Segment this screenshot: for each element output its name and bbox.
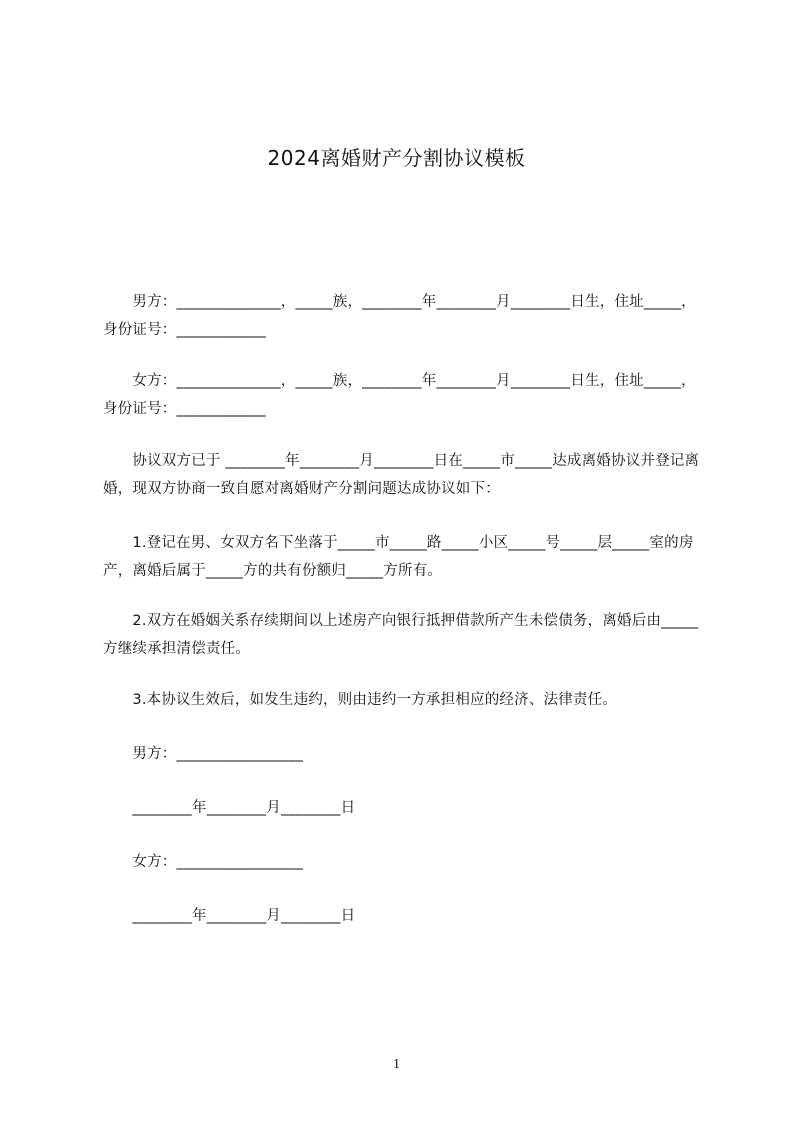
document-title: 2024离婚财产分割协议模板 (267, 146, 526, 170)
paragraph-agreement-intro: 协议双方已于 ________年________月________日在_____市_____达成离婚协议并登记离婚，现双方协商一致自愿对离婚财产分割问题达成协议如下： (103, 453, 700, 497)
paragraph-clause-2: 2.双方在婚姻关系存续期间以上述房产向银行抵押借款所产生未偿债务，离婚后由_____方继续承担清偿责任。 (103, 613, 699, 657)
paragraph-clause-3: 3.本协议生效后，如发生违约，则由违约一方承担相应的经济、法律责任。 (103, 692, 618, 708)
male-signature-date: ________年________月________日 (103, 800, 356, 816)
female-signature-line: 女方：_________________ (103, 854, 304, 870)
page-number: 1 (393, 1057, 400, 1072)
paragraph-clause-1: 1.登记在男、女双方名下坐落于_____市_____路_____小区_____号_____层_____室的房产，离婚后属于_____方的共有份额归_____方所有。 (103, 535, 694, 579)
female-signature-date: ________年________月________日 (103, 908, 356, 924)
paragraph-female-party-info: 女方：______________，_____族，________年________月________日生，住址_____，身份证号：____________ (103, 373, 696, 417)
paragraph-male-party-info: 男方：______________，_____族，________年________月________日生，住址_____，身份证号：____________ (103, 294, 696, 338)
male-signature-line: 男方：_________________ (103, 746, 304, 762)
